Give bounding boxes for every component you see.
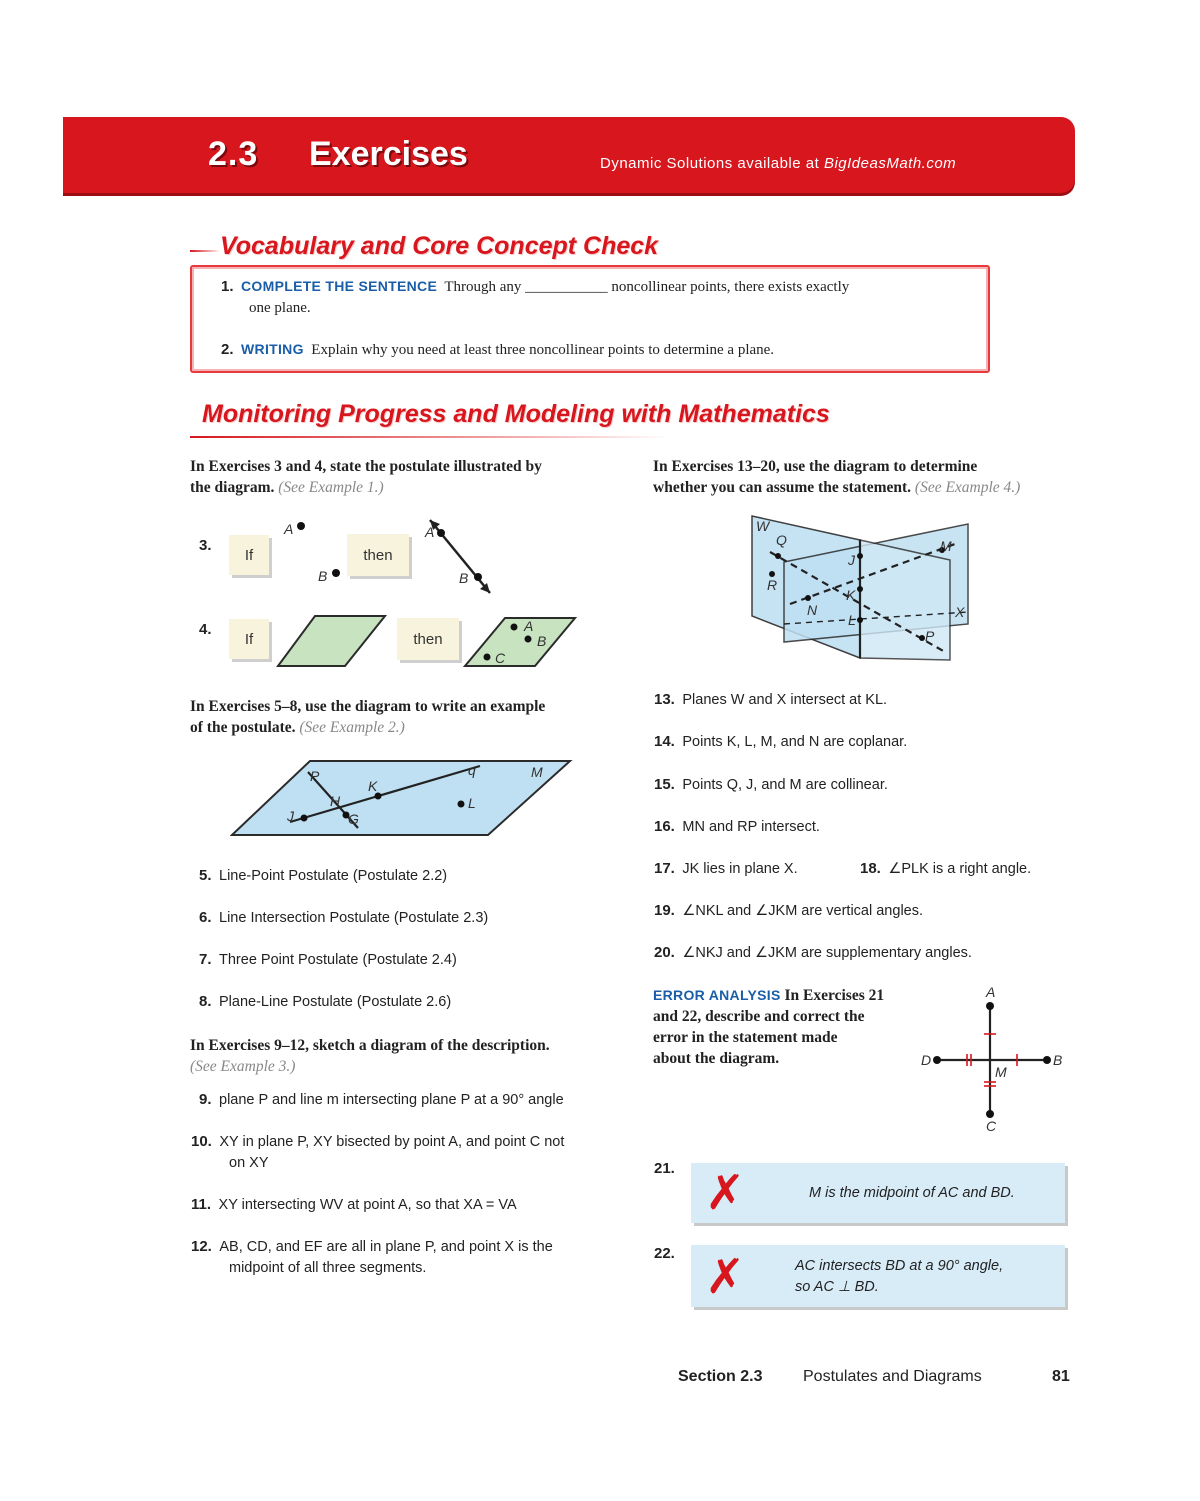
ex20-item xyxy=(654,943,972,964)
ex13-20-intro xyxy=(653,456,1093,498)
label-p: P xyxy=(310,768,320,784)
footer-title: Postulates and Diagrams xyxy=(803,1368,982,1385)
point-l-dot xyxy=(857,617,863,623)
item-text: MN and RP intersect. xyxy=(682,819,820,835)
item-number: 5. xyxy=(199,867,212,884)
point-a-dot xyxy=(297,522,305,530)
ex21-number: 21. xyxy=(654,1160,675,1177)
then-card: then xyxy=(397,618,459,660)
if-card: If xyxy=(229,619,269,659)
label-p: P xyxy=(925,628,935,644)
label-j: J xyxy=(848,552,855,568)
item-number: 10. xyxy=(191,1133,212,1150)
see-example-link[interactable]: (See Example 3.) xyxy=(190,1058,296,1075)
ex3-diagram xyxy=(280,505,510,605)
error-analysis-tag: ERROR ANALYSIS xyxy=(653,987,781,1003)
item-text: Points K, L, M, and N are coplanar. xyxy=(682,734,908,750)
item-text: ∠NKJ and ∠JKM are supplementary angles. xyxy=(682,945,972,961)
page-number: 81 xyxy=(1052,1368,1070,1385)
item-text: ∠NKL and ∠JKM are vertical angles. xyxy=(682,903,924,919)
label-c: C xyxy=(986,1118,997,1134)
item-text: Planes W and X intersect at KL. xyxy=(682,692,888,708)
dynamic-prefix: Dynamic Solutions available at xyxy=(600,155,824,172)
point-a-dot xyxy=(986,1002,994,1010)
then-card: then xyxy=(347,534,409,576)
ex22-number: 22. xyxy=(654,1245,675,1262)
label-j: J xyxy=(287,808,294,824)
point-a-dot xyxy=(437,529,445,537)
if-card: If xyxy=(229,535,269,575)
label-k: K xyxy=(368,778,378,794)
label-q: q xyxy=(468,762,476,778)
monitoring-heading: Monitoring Progress and Modeling with Mathematics xyxy=(202,400,830,428)
error-analysis-intro xyxy=(653,985,913,1069)
item-text: Through any ___________ noncollinear points, there exists exactly xyxy=(444,279,850,295)
ex18-item xyxy=(860,859,1031,880)
label-d: D xyxy=(921,1052,932,1068)
label-g: G xyxy=(348,811,359,827)
item-text: XY in plane P, XY bisected by point A, and point C not xyxy=(219,1134,565,1150)
label-x: X xyxy=(955,604,965,620)
point-j-dot xyxy=(301,815,308,822)
point-n-dot xyxy=(805,595,811,601)
section-banner xyxy=(63,117,1075,193)
point-b-dot xyxy=(1043,1056,1051,1064)
ex17-item xyxy=(654,859,798,880)
ex7-item xyxy=(199,950,457,971)
label-r: R xyxy=(767,577,778,593)
item-number: 14. xyxy=(654,733,675,750)
error-box-21 xyxy=(691,1163,1065,1223)
label-l: L xyxy=(848,612,856,628)
item-number: 2. xyxy=(221,341,234,358)
intro-line: In Exercises 13–20, use the diagram to determine xyxy=(653,458,978,475)
ex4-number: 4. xyxy=(199,621,212,638)
point-k-dot xyxy=(857,586,863,592)
ex3-number: 3. xyxy=(199,537,212,554)
point-b-dot xyxy=(525,636,532,643)
item-text: Three Point Postulate (Postulate 2.4) xyxy=(219,952,457,968)
intro-line: error in the statement made xyxy=(653,1029,838,1046)
intro-line: In Exercises 5–8, use the diagram to write an example xyxy=(190,698,546,715)
label-a: A xyxy=(986,984,996,1000)
ex10-item xyxy=(191,1132,564,1153)
item-text: Explain why you need at least three noncollinear points to determine a plane. xyxy=(311,342,775,358)
label-k: K xyxy=(846,587,856,603)
vocab-item-1-cont: one plane. xyxy=(249,300,311,316)
point-c-dot xyxy=(986,1110,994,1118)
section-title: Exercises xyxy=(309,135,468,173)
see-example-link[interactable]: (See Example 4.) xyxy=(914,479,1021,496)
item-text: XY intersecting WV at point A, so that XA = VA xyxy=(218,1197,517,1213)
footer-section: Section 2.3 xyxy=(678,1368,763,1385)
error-x-icon: ✗ xyxy=(705,1165,746,1221)
vocab-item-1 xyxy=(221,277,941,298)
point-d-dot xyxy=(933,1056,941,1064)
ex3-4-intro xyxy=(190,456,610,498)
label-b: B xyxy=(459,570,469,586)
label-m: M xyxy=(531,764,543,780)
label-q: Q xyxy=(776,532,787,548)
intro-line: and 22, describe and correct the xyxy=(653,1008,865,1025)
vocab-item-2 xyxy=(221,340,941,361)
label-a: A xyxy=(284,521,294,537)
intro-line: In Exercises 9–12, sketch a diagram of the description. xyxy=(190,1037,550,1054)
plane-shape xyxy=(278,616,385,666)
intro-line: In Exercises 21 xyxy=(784,987,885,1004)
plane-w-back xyxy=(860,540,950,660)
item-text: JK lies in plane X. xyxy=(682,861,798,877)
item-tag: COMPLETE THE SENTENCE xyxy=(241,278,438,294)
point-q-dot xyxy=(775,553,781,559)
item-text: plane P and line m intersecting plane P at a 90° angle xyxy=(219,1092,564,1108)
ex16-item xyxy=(654,817,820,838)
item-number: 11. xyxy=(191,1196,212,1213)
item-number: 12. xyxy=(191,1238,212,1255)
ex9-item xyxy=(199,1090,564,1111)
intro-line: about the diagram. xyxy=(653,1050,780,1067)
intro-line: of the postulate. xyxy=(190,719,296,736)
dynamic-site-link[interactable]: BigIdeasMath.com xyxy=(823,155,957,172)
point-j-dot xyxy=(857,553,863,559)
ex6-item xyxy=(199,908,488,929)
label-w: W xyxy=(756,518,770,534)
see-example-link[interactable]: (See Example 2.) xyxy=(299,719,405,736)
intro-line: In Exercises 3 and 4, state the postulate illustrated by xyxy=(190,458,542,475)
ex8-item xyxy=(199,992,451,1013)
vocab-rule xyxy=(190,250,220,252)
vocab-heading: Vocabulary and Core Concept Check xyxy=(220,232,659,260)
item-number: 16. xyxy=(654,818,675,835)
item-number: 9. xyxy=(199,1091,212,1108)
error-x-icon: ✗ xyxy=(705,1249,746,1305)
label-m: M xyxy=(995,1064,1007,1080)
item-number: 17. xyxy=(654,860,675,877)
ex5-8-intro xyxy=(190,696,620,738)
item-number: 1. xyxy=(221,278,234,295)
label-a: A xyxy=(524,618,534,634)
ex13-item xyxy=(654,690,887,711)
label-l: L xyxy=(468,795,476,811)
ex5-item xyxy=(199,866,447,887)
item-number: 15. xyxy=(654,776,675,793)
label-c: C xyxy=(495,650,506,666)
ex15-item xyxy=(654,775,888,796)
label-n: N xyxy=(807,602,818,618)
section-number: 2.3 xyxy=(208,135,259,173)
item-number: 19. xyxy=(654,902,675,919)
ex10-item-cont: on XY xyxy=(229,1155,269,1171)
item-number: 13. xyxy=(654,691,675,708)
item-text: Plane-Line Postulate (Postulate 2.6) xyxy=(219,994,452,1010)
label-h: H xyxy=(330,793,341,809)
ex12-item-cont: midpoint of all three segments. xyxy=(229,1260,427,1276)
label-b: B xyxy=(1053,1052,1063,1068)
point-b-dot xyxy=(332,569,340,577)
see-example-link[interactable]: (See Example 1.) xyxy=(278,479,384,496)
ex12-item xyxy=(191,1237,553,1258)
intro-line: whether you can assume the statement. xyxy=(653,479,912,496)
item-number: 20. xyxy=(654,944,675,961)
ex4-diagram xyxy=(275,612,580,672)
item-tag: WRITING xyxy=(241,341,304,357)
error-statement: M is the midpoint of AC and BD. xyxy=(809,1185,1015,1201)
plane-m-diagram xyxy=(230,758,575,840)
ex11-item xyxy=(191,1195,517,1216)
error-statement-cont: so AC ⊥ BD. xyxy=(795,1279,879,1295)
item-text: Line-Point Postulate (Postulate 2.2) xyxy=(219,868,448,884)
intro-line: the diagram. xyxy=(190,479,275,496)
error-box-22 xyxy=(691,1245,1065,1307)
point-b-dot xyxy=(474,573,482,581)
point-c-dot xyxy=(484,654,491,661)
dynamic-solutions-text xyxy=(600,155,956,172)
item-number: 6. xyxy=(199,909,212,926)
item-number: 8. xyxy=(199,993,212,1010)
ex14-item xyxy=(654,732,907,753)
plane-shape xyxy=(465,618,575,666)
item-number: 7. xyxy=(199,951,212,968)
label-b: B xyxy=(318,568,328,584)
error-diagram xyxy=(925,998,1055,1118)
label-m: M xyxy=(940,538,952,554)
item-number: 18. xyxy=(860,860,881,877)
label-b: B xyxy=(537,633,547,649)
plane-shape xyxy=(232,761,570,835)
point-a-dot xyxy=(511,624,518,631)
ex9-12-intro xyxy=(190,1035,630,1077)
item-text: Points Q, J, and M are collinear. xyxy=(682,777,888,793)
item-text: Line Intersection Postulate (Postulate 2.3) xyxy=(219,910,489,926)
ex19-item xyxy=(654,901,923,922)
point-l-dot xyxy=(458,801,465,808)
error-statement: AC intersects BD at a 90° angle, xyxy=(795,1258,1004,1274)
monitoring-rule xyxy=(190,436,670,438)
item-text: AB, CD, and EF are all in plane P, and point X is the xyxy=(219,1239,553,1255)
item-text: ∠PLK is a right angle. xyxy=(888,861,1032,877)
label-a: A xyxy=(425,524,435,540)
